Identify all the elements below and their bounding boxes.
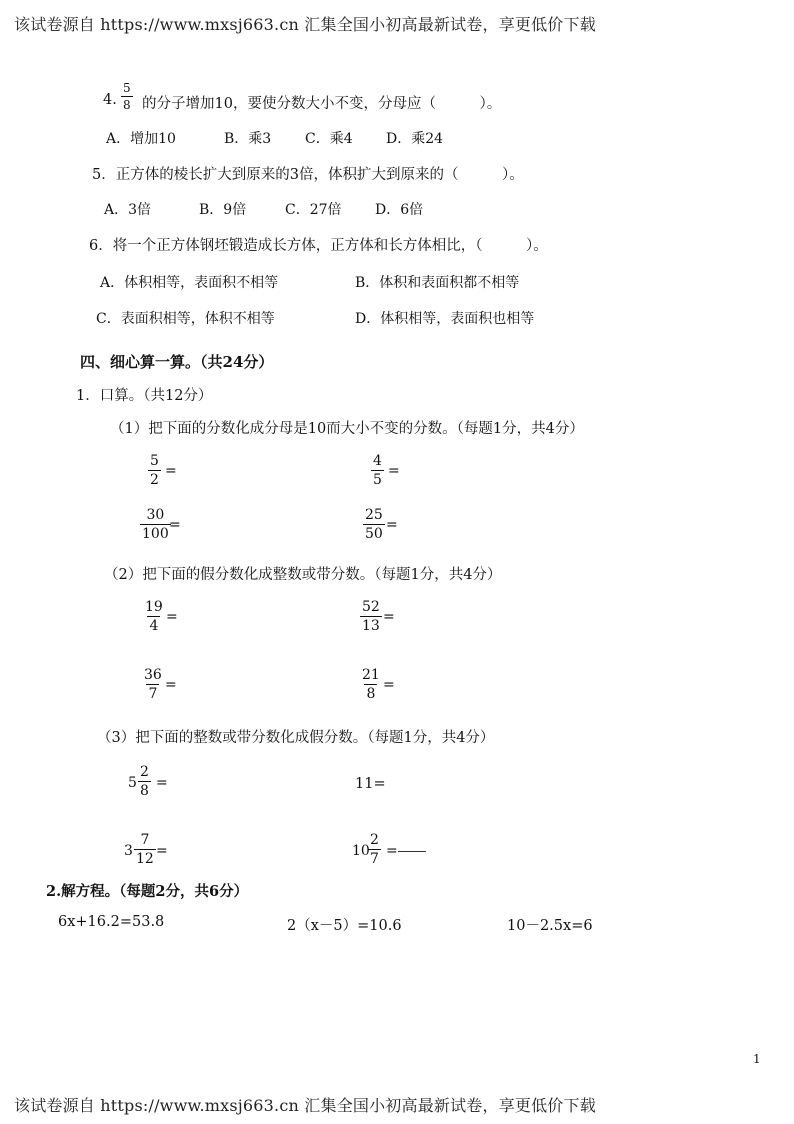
p2-f3-num: 36 [144,667,162,683]
p2-eq-1: = [166,609,178,625]
p2-f4-den: 8 [366,686,376,702]
p3-m3-num: 2 [370,832,379,848]
q4-option-c[interactable]: C．乘4 [305,131,353,147]
p3-eq-3: = [386,843,398,859]
q4-option-b[interactable]: B．乘3 [224,131,272,147]
p2-f3-den: 7 [148,686,158,702]
p3-mixed3-whole: 10 [352,843,370,859]
q4-number: 4. [103,92,117,108]
p1-f1-num: 5 [150,453,159,469]
p2-f1-num: 19 [145,599,163,615]
p2-eq-4: = [383,677,395,693]
p1-fraction-1 [148,454,161,487]
part1-title: （1）把下面的分数化成分母是10而大小不变的分数。（每题1分，共4分） [110,421,584,437]
p2-eq-3: = [165,677,177,693]
p2-f4-num: 21 [362,667,380,683]
q5-option-c[interactable]: C．27倍 [285,202,342,218]
p3-mixed1-whole: 5 [128,775,137,791]
p2-f1-den: 4 [149,618,159,634]
p1-eq-1: = [165,463,177,479]
p1-f3-num: 30 [146,507,165,523]
p3-mixed2-fraction [134,833,156,866]
q5-text: 5．正方体的棱长扩大到原来的3倍，体积扩大到原来的（ ）。 [92,167,524,183]
p3-m2-num: 7 [140,832,150,848]
p1-f3-den: 100 [142,526,169,542]
p3-m1-num: 2 [140,764,149,780]
solve-title: 2.解方程。（每题2分，共6分） [46,883,249,900]
oral-title: 1．口算。（共12分） [76,388,213,404]
part3-title: （3）把下面的整数或带分数化成假分数。（每题1分，共4分） [97,730,495,746]
equation-1: 6x+16.2=53.8 [58,914,165,930]
q6-option-b[interactable]: B．体积和表面积都不相等 [355,275,520,291]
p1-f2-num: 4 [373,453,382,469]
q6-option-c[interactable]: C．表面积相等，体积不相等 [96,311,275,327]
equation-2: 2（x－5）=10.6 [287,918,402,934]
q4-option-a[interactable]: A．增加10 [106,131,176,147]
p2-eq-2: = [383,609,395,625]
p2-fraction-2 [360,600,382,633]
p2-fraction-3 [142,668,164,701]
part2-title: （2）把下面的假分数化成整数或带分数。（每题1分，共4分） [104,567,502,583]
q4-frac-num: 5 [123,81,131,95]
p1-fraction-4 [363,508,385,541]
q6-option-a[interactable]: A．体积相等，表面积不相等 [100,275,279,291]
p1-f4-den: 50 [365,526,383,542]
p1-f1-den: 2 [150,472,159,488]
section-title: 四、细心算一算。（共24分） [80,353,274,371]
p2-fraction-4 [360,668,382,701]
p2-f2-num: 52 [362,599,380,615]
q6-text: 6．将一个正方体钢坯锻造成长方体，正方体和长方体相比，（ ）。 [89,238,548,254]
p1-fraction-2 [371,454,384,487]
p1-fraction-3 [140,508,171,541]
p3-eq-2: = [156,843,168,859]
p2-fraction-1 [143,600,165,633]
p1-eq-3: = [169,517,181,533]
q6-option-d[interactable]: D．体积相等，表面积也相等 [355,311,535,327]
p1-f2-den: 5 [373,472,382,488]
equation-3: 10－2.5x=6 [507,918,593,934]
p1-eq-4: = [386,517,398,533]
q5-option-b[interactable]: B．9倍 [199,202,247,218]
p3-m1-den: 8 [140,783,149,799]
p3-mixed3-fraction [368,833,381,866]
watermark-top: 该试卷源自 https://www.mxsj663.cn 汇集全国小初高最新试卷，享更低价下载 [14,15,596,34]
p3-eq-1: = [156,775,168,791]
p3-mixed1-fraction [138,765,151,798]
p2-f2-den: 13 [362,618,380,634]
p3-m2-den: 12 [136,851,154,867]
p1-eq-2: = [388,463,400,479]
q4-fraction [121,82,133,111]
page-number: 1 [753,1052,761,1066]
q5-option-d[interactable]: D．6倍 [375,202,424,218]
p3-m3-den: 7 [370,851,379,867]
p1-f4-num: 25 [365,507,383,523]
q4-option-d[interactable]: D．乘24 [386,131,444,147]
q4-text: 的分子增加10，要使分数大小不变，分母应（ ）。 [142,96,502,112]
q5-option-a[interactable]: A．3倍 [104,202,152,218]
p3-integer: 11= [355,776,386,792]
p3-mixed2-whole: 3 [124,843,133,859]
watermark-bottom: 该试卷源自 https://www.mxsj663.cn 汇集全国小初高最新试卷，享更低价下载 [14,1096,596,1115]
q4-frac-den: 8 [123,98,131,112]
pen-stroke-mark [398,851,426,852]
